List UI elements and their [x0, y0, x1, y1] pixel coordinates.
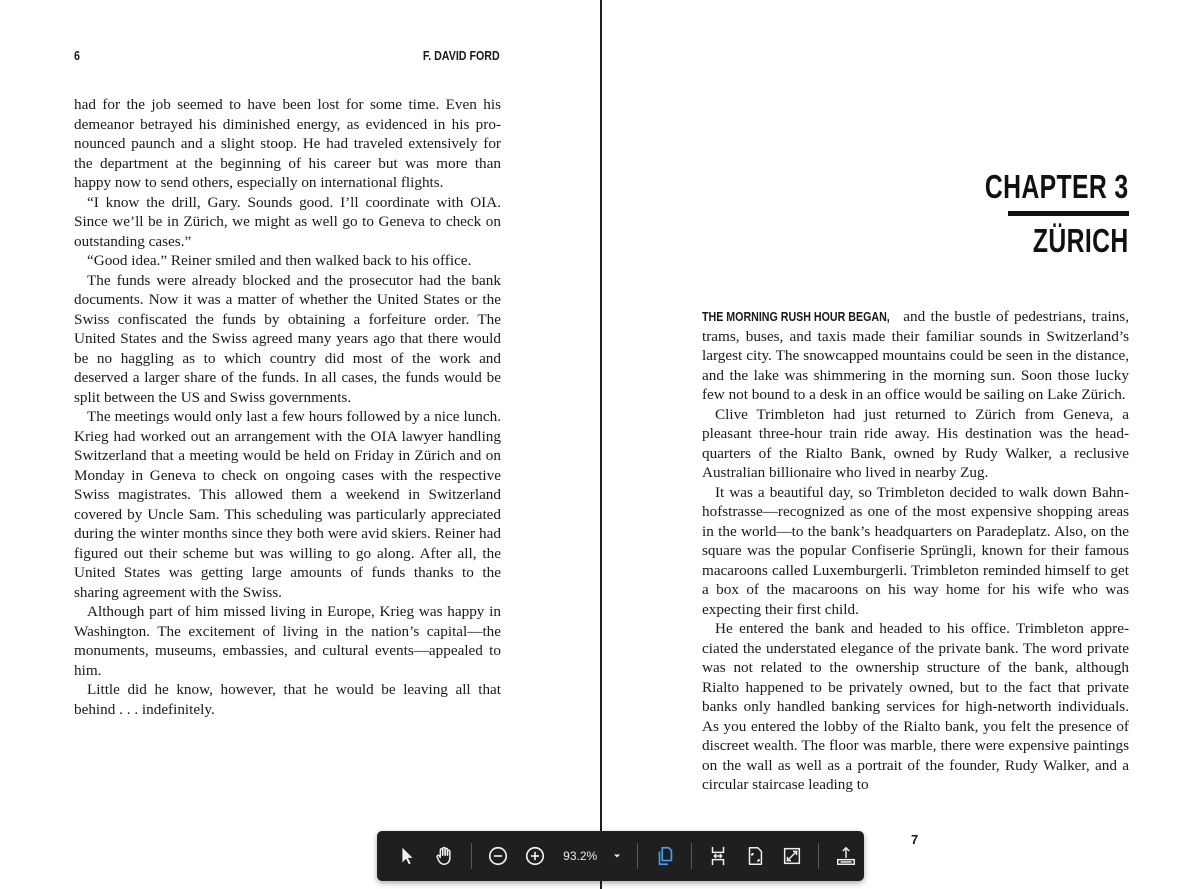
right-page	[602, 0, 1200, 889]
running-head-author: F. DAVID FORD	[423, 48, 500, 63]
paragraph: He entered the bank and headed to his office. Trimbleton appreciated the understated elegance of the private bank. The word private was not related to the ownership structure of the bank, although Rialto happened to be privately owned, but to the fact that private banks only handled banking services for high-networth individuals. As you entered the lobby of the Rialto bank, you felt the presence of discreet wealth. The floor was marble, there were expensive paintings on the wall as well as a portrait of the founder, Rudy Walker, and a circular staircase leading to	[702, 620, 1129, 793]
zoom-in-button[interactable]	[518, 839, 551, 873]
zoom-level-dropdown[interactable]	[563, 848, 625, 864]
left-page-text	[74, 95, 501, 719]
hand-icon	[433, 845, 455, 867]
paragraph: Although part of him missed living in Europe, Krieg was happy in Washington. The excitement of living in the nation’s capital—the monuments, museums, embassies, and cultural events—appealed to him.	[74, 603, 501, 679]
select-tool-button[interactable]	[391, 839, 424, 873]
zoom-out-button[interactable]	[482, 839, 515, 873]
fit-width-button[interactable]	[702, 839, 735, 873]
zoom-level-value: 93.2%	[563, 849, 598, 863]
hand-tool-button[interactable]	[428, 839, 461, 873]
opening-paragraph-text: and the bustle of pedestrians, trains, trams, buses, and taxis made their familiar sounds in Switzerland’s largest city. The snowcapped mountains could be seen in the distance, and the lake was shimmering in the morning sun. Soon those lucky few not bound to a desk in an office would be sailing on Lake Zürich.	[702, 308, 1129, 403]
paragraph: The meetings would only last a few hours followed by a nice lunch. Krieg had worked out an arrangement with the OIA lawyer handling Switzerland that a meeting would be held on Friday in Zürich and on Monday in Geneva to check on ongoing cases with the respective Swiss magistrates. This allowed them a weekend in Switzerland covered by Uncle Sam. This scheduling was particularly appreciated during the winter months since they both were avid skiers. Reiner had figured out their scheme but was willing to go along. After all, the United States was getting large amounts of funds thanks to the sharing agreement with the Swiss.	[74, 408, 501, 601]
share-icon	[835, 845, 857, 867]
paragraph: “I know the drill, Gary. Sounds good. I’ll coordinate with OIA. Since we’ll be in Zürich, we might as well go to Geneva to check on outstanding cases.”	[74, 193, 501, 250]
page-view-button[interactable]	[648, 839, 681, 873]
zoom-in-icon	[524, 845, 546, 867]
paragraph: “Good idea.” Reiner smiled and then walked back to his office.	[87, 252, 472, 269]
toolbar-separator	[637, 843, 638, 869]
fit-page-button[interactable]	[739, 839, 772, 873]
chevron-down-icon	[609, 848, 625, 864]
paragraph: Little did he know, however, that he would be leaving all that behind . . . indefinitely.	[74, 681, 501, 718]
paragraph: The funds were already blocked and the prosecutor had the bank documents. Now it was a matter of whether the United States or the Swiss confiscated the funds by obtaining a forfeiture order. The United States and the Swiss agreed many years ago that there would be no haggling as to which country did most of the work and deserved a larger share of the funds. In all cases, the funds would be split between the US and Swiss governments.	[74, 271, 501, 406]
two-page-view-icon	[654, 845, 676, 867]
fullscreen-button[interactable]	[775, 839, 808, 873]
pointer-icon	[396, 845, 418, 867]
chapter-number: CHAPTER 3	[985, 168, 1129, 205]
lead-in: THE MORNING RUSH HOUR BEGAN,	[702, 309, 890, 324]
paragraph: Clive Trimbleton had just returned to Zürich from Geneva, a pleasant three-hour train ride away. His destination was the headquarters of the Rialto Bank, owned by Rudy Walker, a reclusive Australian billionaire who lived in nearby Zug.	[702, 405, 1129, 481]
left-page-number: 6	[74, 48, 80, 63]
toolbar-separator	[691, 843, 692, 869]
fit-width-icon	[707, 845, 729, 867]
right-page-number: 7	[911, 832, 919, 847]
chapter-rule	[1008, 211, 1129, 216]
opening-paragraph	[702, 307, 1129, 405]
toolbar-separator	[471, 843, 472, 869]
paragraph: had for the job seemed to have been lost for some time. Even his demeanor betrayed his diminished energy, as evidenced in his pronounced paunch and a slight stoop. He had traveled extensively for the department at the beginning of his career but was more than happy now to send others, especially on international flights.	[74, 96, 501, 191]
right-page-text	[702, 307, 1129, 795]
viewer-toolbar	[377, 831, 864, 881]
share-button[interactable]	[829, 839, 862, 873]
paragraph: It was a beautiful day, so Trimbleton decided to walk down Bahnhofstrasse—recognized as one of the most expensive shopping areas in the world—to the bank’s headquarters on Paradeplatz. Also, on the square was the popular Confiserie Sprüngli, known for their famous macaroons called Luxemburgerli. Trimbleton reminded himself to get a box of the macaroons on his way home for his wife who was expecting their first child.	[702, 483, 1129, 618]
fit-page-icon	[744, 845, 766, 867]
zoom-out-icon	[487, 845, 509, 867]
toolbar-separator	[818, 843, 819, 869]
fullscreen-icon	[781, 845, 803, 867]
chapter-title: ZÜRICH	[1033, 222, 1129, 259]
